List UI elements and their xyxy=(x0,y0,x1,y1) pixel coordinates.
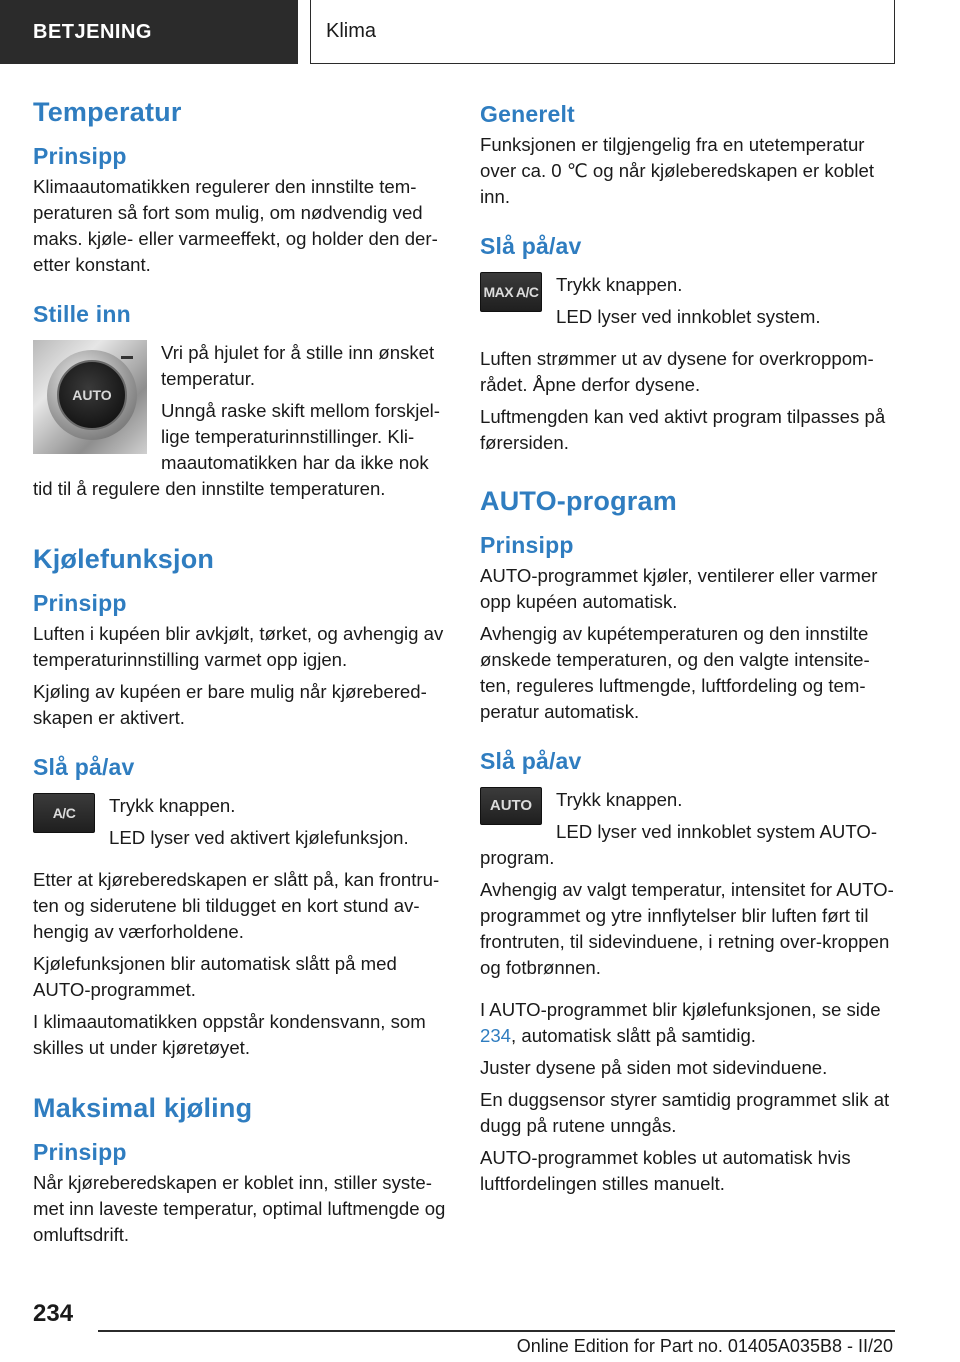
ac-button-icon xyxy=(33,793,95,833)
paragraph: Luften i kupéen blir avkjølt, tørket, og avhengig av temperaturinnstilling varmet opp igjen. xyxy=(33,622,444,670)
heading-onoff: Slå på/av xyxy=(480,232,582,259)
max-ac-button-icon xyxy=(480,272,542,312)
paragraph: Unngå raske skift mellom forskjel-lige temperaturinnstillinger. Kli-maautomatikken har da ikke nok xyxy=(161,399,440,473)
paragraph: Luften strømmer ut av dysene for overkroppom-rådet. Åpne derfor dysene. xyxy=(480,347,874,395)
paragraph: LED lyser ved aktivert kjølefunksjon. xyxy=(109,826,409,848)
edition-footer: Online Edition for Part no. 01405A035B8 - II/20 xyxy=(516,1336,893,1356)
paragraph: Etter at kjøreberedskapen er slått på, kan frontru-ten og siderutene bli tildugget en kort stund av-hengig av værforholdene. xyxy=(33,868,440,942)
max-ac-button-media xyxy=(480,272,895,330)
right-column xyxy=(480,100,895,1197)
knob-media xyxy=(33,340,447,476)
paragraph: Avhengig av kupétemperaturen og den innstilte ønskede temperaturen, og den valgte intensite-ten, reguleres luftmengde, luftfordeling og tem-peratur automatisk. xyxy=(480,622,870,722)
paragraph: Trykk knappen. xyxy=(556,788,683,810)
heading-cooling: Kjølefunksjon xyxy=(33,543,215,574)
auto-button-text xyxy=(556,787,877,845)
paragraph: Vri på hjulet for å stille inn ønsket temperatur. xyxy=(161,341,435,389)
paragraph: Når kjøreberedskapen er koblet inn, stiller syste-met inn laveste temperatur, optimal luftmengde og omluftsdrift. xyxy=(33,1171,446,1245)
left-column xyxy=(33,95,447,1248)
section-title: BETJENING xyxy=(33,20,152,43)
paragraph: Luftmengden kan ved aktivt program tilpasses på førersiden. xyxy=(480,405,886,453)
heading-max-cooling: Maksimal kjøling xyxy=(33,1092,253,1123)
knob-auto-label: AUTO xyxy=(72,386,112,403)
paragraph: Juster dysene på siden mot sidevinduene. xyxy=(480,1056,828,1078)
paragraph: I klimaautomatikken oppstår kondensvann, som skilles ut under kjøretøyet. xyxy=(33,1010,426,1058)
heading-principle: Prinsipp xyxy=(33,589,127,616)
paragraph: Kjølefunksjonen blir automatisk slått på med AUTO-programmet. xyxy=(33,952,397,1000)
heading-set: Stille inn xyxy=(33,300,131,327)
temperature-knob-image xyxy=(33,340,147,454)
paragraph: LED lyser ved innkoblet system. xyxy=(556,305,821,327)
heading-onoff: Slå på/av xyxy=(33,753,135,780)
paragraph: tid til å regulere den innstilte temperaturen. xyxy=(33,477,386,499)
footer-divider xyxy=(98,1330,895,1332)
heading-general: Generelt xyxy=(480,101,575,127)
chapter-title: Klima xyxy=(326,20,377,42)
paragraph xyxy=(480,997,895,1049)
knob-auto-center xyxy=(57,360,127,430)
paragraph: Trykk knappen. xyxy=(556,273,683,295)
auto-button-icon xyxy=(480,787,542,825)
header-section-label xyxy=(0,0,298,64)
paragraph: Klimaautomatikken regulerer den innstilte tem-peraturen så fort som mulig, om nødvendig ved maks. kjøle- eller varmeeffekt, og holder den der-etter konstant. xyxy=(33,175,438,275)
paragraph: Avhengig av valgt temperatur, intensitet for AUTO-programmet og ytre innflytelser blir luften ført til frontruten, til sidevinduene, i retning over-kroppen og fotbrønnen. xyxy=(480,878,894,978)
paragraph: LED lyser ved innkoblet system AUTO- xyxy=(556,820,878,842)
heading-principle: Prinsipp xyxy=(480,531,574,558)
header-chapter-label xyxy=(310,0,895,64)
paragraph: AUTO-programmet kobles ut automatisk hvis luftfordelingen stilles manuelt. xyxy=(480,1146,851,1194)
heading-onoff: Slå på/av xyxy=(480,747,582,774)
paragraph: Kjøling av kupéen er bare mulig når kjørebered-skapen er aktivert. xyxy=(33,680,427,728)
ac-button-label: A/C xyxy=(52,804,76,821)
ac-button-text xyxy=(109,793,409,851)
heading-principle: Prinsipp xyxy=(33,143,127,170)
page-number: 234 xyxy=(33,1300,74,1327)
auto-button-label: AUTO xyxy=(489,797,533,815)
knob-text xyxy=(161,340,447,476)
paragraph: Funksjonen er tilgjengelig fra en utetemperatur over ca. 0 ℃ og når kjøleberedskapen er koblet inn. xyxy=(480,133,875,207)
paragraph: program. xyxy=(480,846,555,868)
auto-button-media xyxy=(480,787,895,845)
max-ac-button-label: MAX A/C xyxy=(483,283,539,300)
ac-button-media xyxy=(33,793,447,851)
page-link[interactable]: 234 xyxy=(480,1024,512,1046)
paragraph-text: I AUTO-programmet blir kjølefunksjonen, se side xyxy=(480,998,881,1020)
heading-temperatur: Temperatur xyxy=(33,97,182,127)
paragraph: En duggsensor styrer samtidig programmet slik at dugg på rutene unngås. xyxy=(480,1088,890,1136)
max-ac-button-text xyxy=(556,272,821,330)
paragraph: AUTO-programmet kjøler, ventilerer eller varmer opp kupéen automatisk. xyxy=(480,564,878,612)
heading-principle: Prinsipp xyxy=(33,1138,127,1165)
paragraph-text: , automatisk slått på samtidig. xyxy=(511,1024,756,1046)
heading-auto-program: AUTO-program xyxy=(480,485,677,516)
paragraph: Trykk knappen. xyxy=(109,794,236,816)
minus-icon xyxy=(121,356,133,359)
